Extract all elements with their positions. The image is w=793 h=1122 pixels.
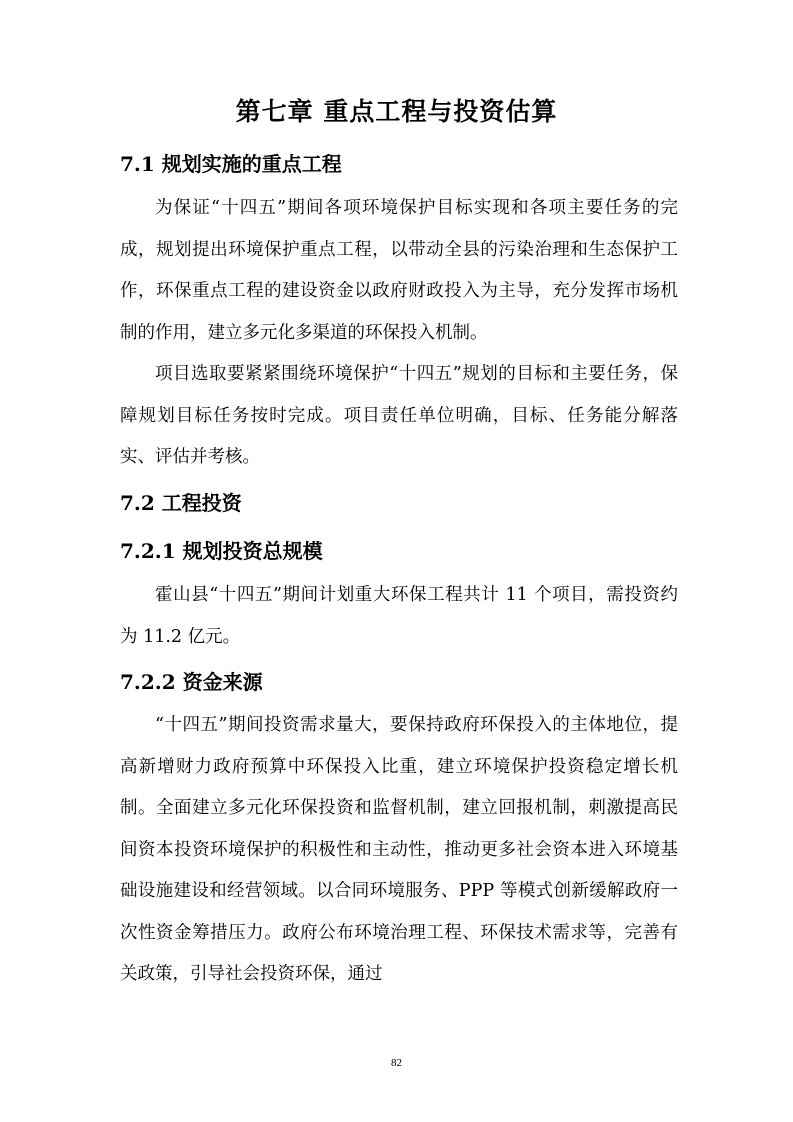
section-heading-7-2-2: 7.2.2 资金来源 xyxy=(120,670,263,694)
paragraph-7-1-1: 为保证“十四五”期间各项环境保护目标实现和各项主要任务的完成，规划提出环境保护重点工程，以带动全县的污染治理和生态保护工作，环保重点工程的建设资金以政府财政投入为主导，充分发挥市场机制的作用，建立多元化多渠道的环保投入机制。 xyxy=(120,198,678,343)
chapter-title: 第七章 重点工程与投资估算 xyxy=(235,97,558,126)
paragraph-7-1-2: 项目选取要紧紧围绕环境保护“十四五”规划的目标和主要任务，保障规划目标任务按时完成。项目责任单位明确，目标、任务能分解落实、评估并考核。 xyxy=(120,364,678,467)
section-heading-7-2: 7.2 工程投资 xyxy=(120,491,242,515)
paragraph-7-2-2: “十四五”期间投资需求量大，要保持政府环保投入的主体地位，提高新增财力政府预算中环保投入比重，建立环境保护投资稳定增长机制。全面建立多元化环保投资和监督机制，建立回报机制，刺激提高民间资本投资环境保护的积极性和主动性，推动更多社会资本进入环境基础设施建设和经营领域。以合同环境服务、PPP 等模式创新缓解政府一次性资金筹措压力。政府公布环境治理工程、环保技术需求等，完善有关政策，引导社会投资环保，通过 xyxy=(120,715,678,984)
section-heading-7-1: 7.1 规划实施的重点工程 xyxy=(120,152,342,176)
paragraph-7-2-1: 霍山县“十四五”期间计划重大环保工程共计 11 个项目，需投资约为 11.2 亿元。 xyxy=(120,585,678,647)
page-number: 82 xyxy=(391,1057,402,1069)
section-heading-7-2-1: 7.2.1 规划投资总规模 xyxy=(120,539,323,563)
